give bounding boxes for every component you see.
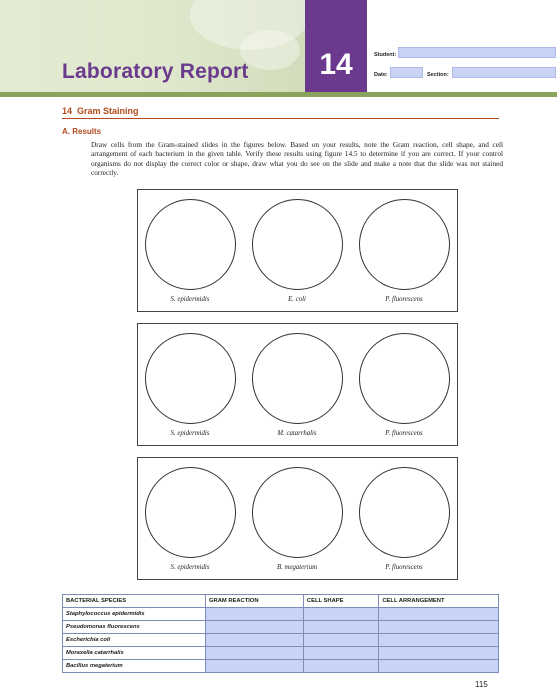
drawing-circle[interactable]	[252, 467, 343, 558]
drawing-circle[interactable]	[145, 467, 236, 558]
circle-label: S. epidermidis	[170, 430, 210, 437]
gram-reaction-field[interactable]	[206, 608, 304, 621]
drawing-circle[interactable]	[252, 333, 343, 424]
section-label: Section:	[427, 72, 449, 78]
table-row	[63, 647, 499, 660]
section-field[interactable]	[452, 67, 556, 78]
circle-label: S. epidermidis	[170, 296, 210, 303]
cell-arrangement-field[interactable]	[379, 621, 499, 634]
chapter-number: 14	[305, 0, 367, 93]
species-name: Staphylococcus epidermidis	[63, 608, 206, 621]
species-name: Escherichia coli	[63, 634, 206, 647]
table-row	[63, 608, 499, 621]
column-header: BACTERIAL SPECIES	[63, 595, 206, 608]
cell-shape-field[interactable]	[303, 647, 378, 660]
circle-label: E. coli	[288, 296, 306, 303]
cell-shape-field[interactable]	[303, 608, 378, 621]
cell-shape-field[interactable]	[303, 621, 378, 634]
circle-label: B. megaterium	[276, 564, 318, 571]
results-table	[62, 594, 499, 673]
date-label: Date:	[374, 72, 388, 78]
figure-panel-3	[137, 457, 458, 580]
circle-label: M. catarrhalis	[277, 430, 317, 437]
drawing-circle[interactable]	[359, 467, 450, 558]
column-header: CELL SHAPE	[303, 595, 378, 608]
exercise-number: 14	[62, 106, 73, 116]
cell-shape-field[interactable]	[303, 660, 378, 673]
cell-arrangement-field[interactable]	[379, 608, 499, 621]
species-name: Pseudomonas fluorescens	[63, 621, 206, 634]
cell-arrangement-field[interactable]	[379, 647, 499, 660]
page-number: 115	[475, 680, 488, 689]
column-header: CELL ARRANGEMENT	[379, 595, 499, 608]
drawing-circle[interactable]	[252, 199, 343, 290]
drawing-circle[interactable]	[145, 199, 236, 290]
table-row	[63, 621, 499, 634]
date-field[interactable]	[390, 67, 423, 78]
cell-arrangement-field[interactable]	[379, 634, 499, 647]
drawing-circle[interactable]	[145, 333, 236, 424]
drawing-circle[interactable]	[359, 199, 450, 290]
section-a-title: A. Results	[62, 127, 102, 136]
species-name: Bacillus megaterium	[63, 660, 206, 673]
drawing-circle[interactable]	[359, 333, 450, 424]
exercise-title: Gram Staining	[77, 106, 139, 116]
gram-reaction-field[interactable]	[206, 634, 304, 647]
circle-label: P. fluorescens	[385, 430, 423, 437]
table-row	[63, 660, 499, 673]
table-header-row	[63, 595, 499, 608]
gram-reaction-field[interactable]	[206, 660, 304, 673]
report-title: Laboratory Report	[62, 60, 249, 83]
species-name: Moraxella catarrhalis	[63, 647, 206, 660]
cell-arrangement-field[interactable]	[379, 660, 499, 673]
circle-label: P. fluorescens	[385, 296, 423, 303]
figure-panel-1	[137, 189, 458, 312]
circle-label: S. epidermidis	[170, 564, 210, 571]
banner-decoration	[240, 30, 300, 70]
gram-reaction-field[interactable]	[206, 647, 304, 660]
instructions-text: Draw cells from the Gram-stained slides in the figures below. Based on your results, note the Gram reaction, cell shape, and cell arrangement of each bacterium in the given table. Verify these results using figure 14.5 to determine if you are correct. If your control organisms do not display the correct color or shape, draw what you do see on the slide and make a note that the slide was not stained correctly.	[91, 140, 503, 177]
student-label: Student:	[374, 52, 397, 58]
cell-shape-field[interactable]	[303, 634, 378, 647]
exercise-rule	[62, 118, 499, 119]
circle-label: P. fluorescens	[385, 564, 423, 571]
column-header: GRAM REACTION	[206, 595, 304, 608]
header-rule	[0, 92, 557, 97]
gram-reaction-field[interactable]	[206, 621, 304, 634]
figure-panel-2	[137, 323, 458, 446]
table-row	[63, 634, 499, 647]
student-field[interactable]	[398, 47, 556, 58]
exercise-heading	[62, 106, 139, 116]
